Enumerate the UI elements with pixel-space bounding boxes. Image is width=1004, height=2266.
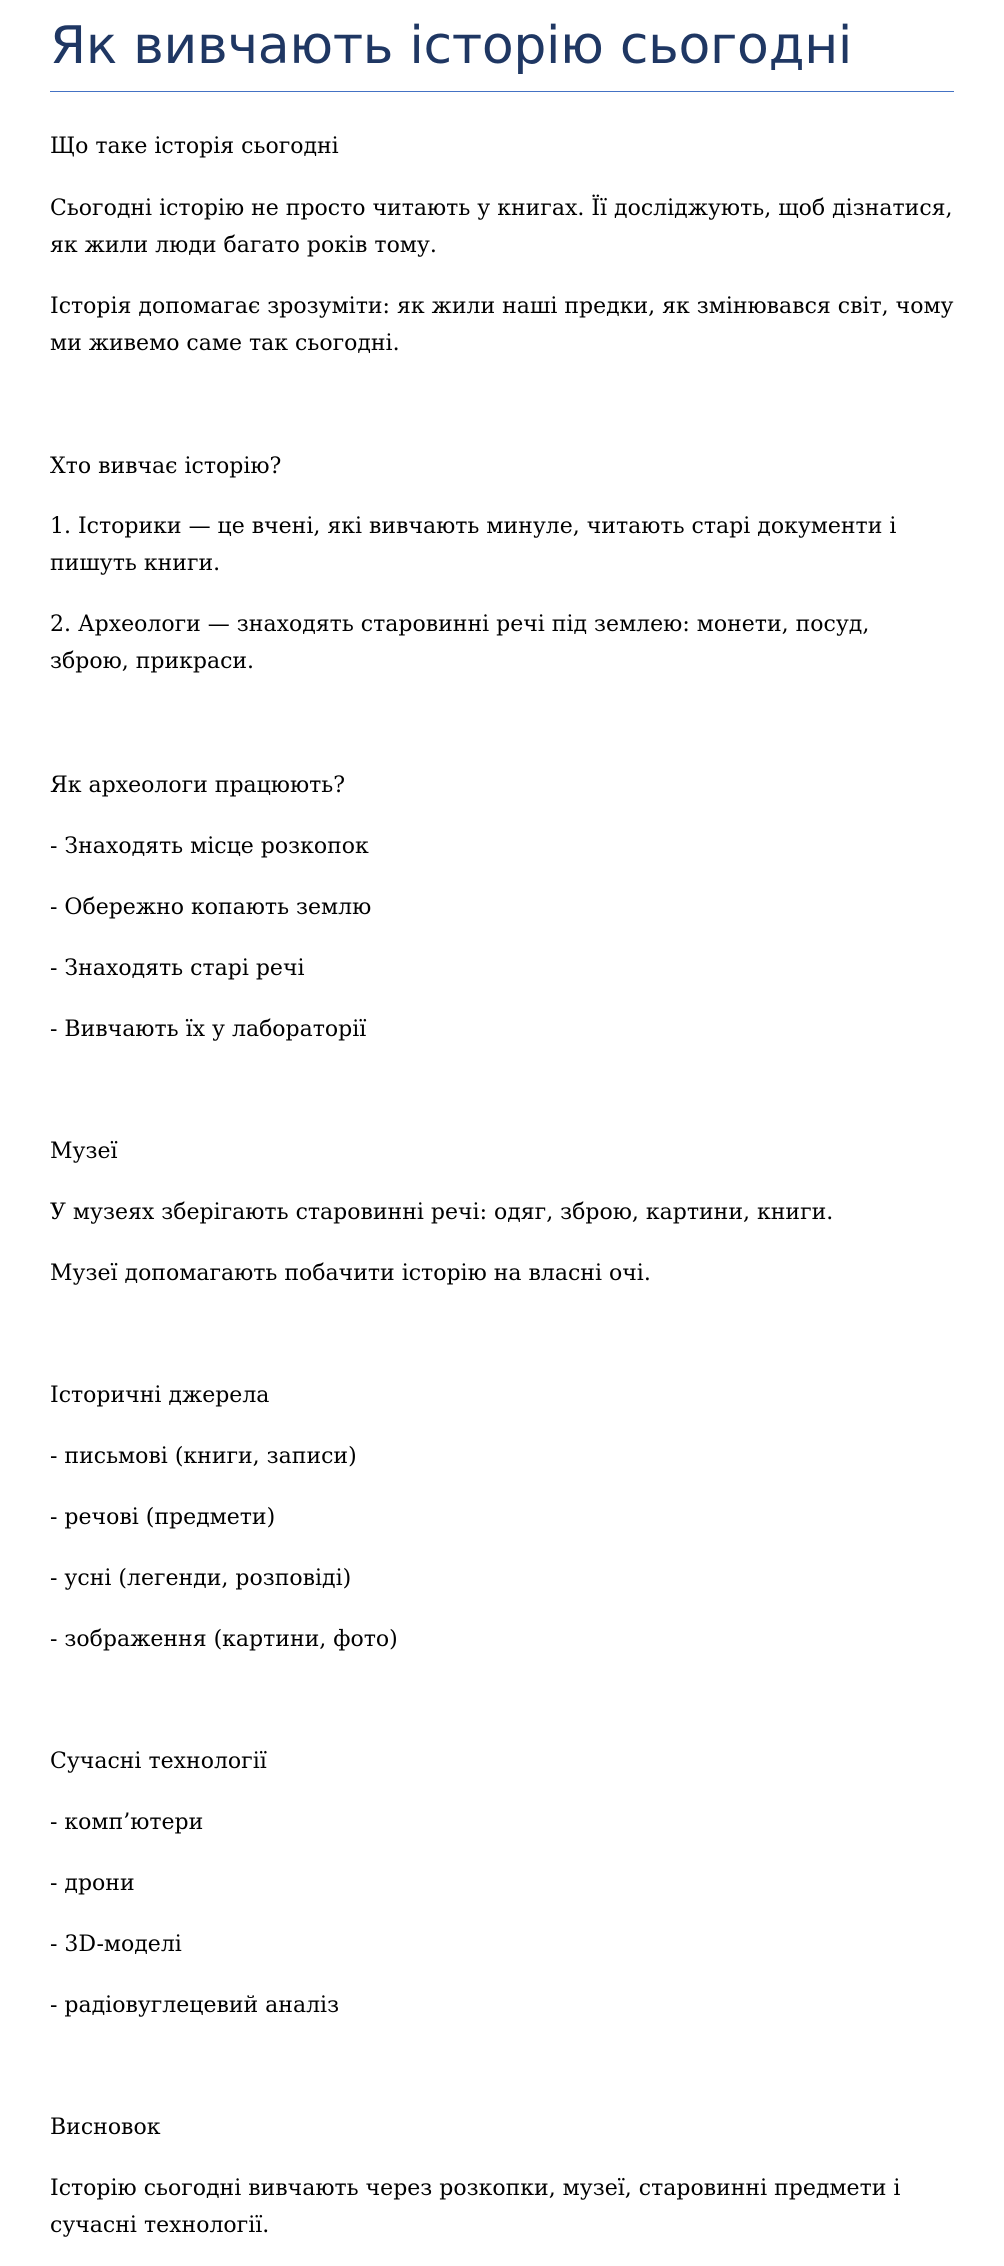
- section-heading: Сучасні технології: [50, 1749, 267, 1774]
- list-item: - усні (легенди, розповіді): [50, 1566, 352, 1591]
- list-item: - письмові (книги, записи): [50, 1444, 357, 1469]
- list-item: - комп’ютери: [50, 1810, 204, 1835]
- title-underline: [50, 91, 954, 92]
- paragraph: 1. Історики — це вчені, які вивчають минуле, читають старі документи і пишуть книги.: [50, 514, 897, 576]
- paragraph: Історія допомагає зрозуміти: як жили наші предки, як змінювався світ, чому ми живемо саме так сьогодні.: [50, 294, 954, 356]
- list-item: - зображення (картини, фото): [50, 1627, 398, 1652]
- paragraph: Історію сьогодні вивчають через розкопки, музеї, старовинні предмети і сучасні технології.: [50, 2176, 901, 2238]
- section-heading: Історичні джерела: [50, 1383, 270, 1408]
- list-item: - 3D-моделі: [50, 1932, 182, 1957]
- paragraph: Сьогодні історію не просто читають у книгах. Її досліджують, щоб дізнатися, як жили люди багато років тому.: [50, 196, 953, 258]
- paragraph: У музеях зберігають старовинні речі: одяг, зброю, картини, книги.: [50, 1200, 834, 1225]
- paragraph: Музеї допомагають побачити історію на власні очі.: [50, 1261, 651, 1286]
- list-item: - дрони: [50, 1871, 135, 1896]
- document-title: Як вивчають історію сьогодні: [50, 16, 853, 76]
- list-item: - Знаходять старі речі: [50, 956, 305, 981]
- section-heading: Що таке історія сьогодні: [50, 134, 339, 159]
- list-item: - радіовуглецевий аналіз: [50, 1993, 340, 2018]
- list-item: - Вивчають їх у лабораторії: [50, 1017, 367, 1042]
- section-heading: Хто вивчає історію?: [50, 454, 282, 479]
- list-item: - речові (предмети): [50, 1505, 276, 1530]
- section-heading: Музеї: [50, 1139, 118, 1164]
- paragraph: 2. Археологи — знаходять старовинні речі під землею: монети, посуд, зброю, прикраси.: [50, 612, 870, 674]
- list-item: - Знаходять місце розкопок: [50, 834, 369, 859]
- section-heading: Висновок: [50, 2115, 161, 2140]
- section-heading: Як археологи працюють?: [50, 773, 346, 798]
- list-item: - Обережно копають землю: [50, 895, 372, 920]
